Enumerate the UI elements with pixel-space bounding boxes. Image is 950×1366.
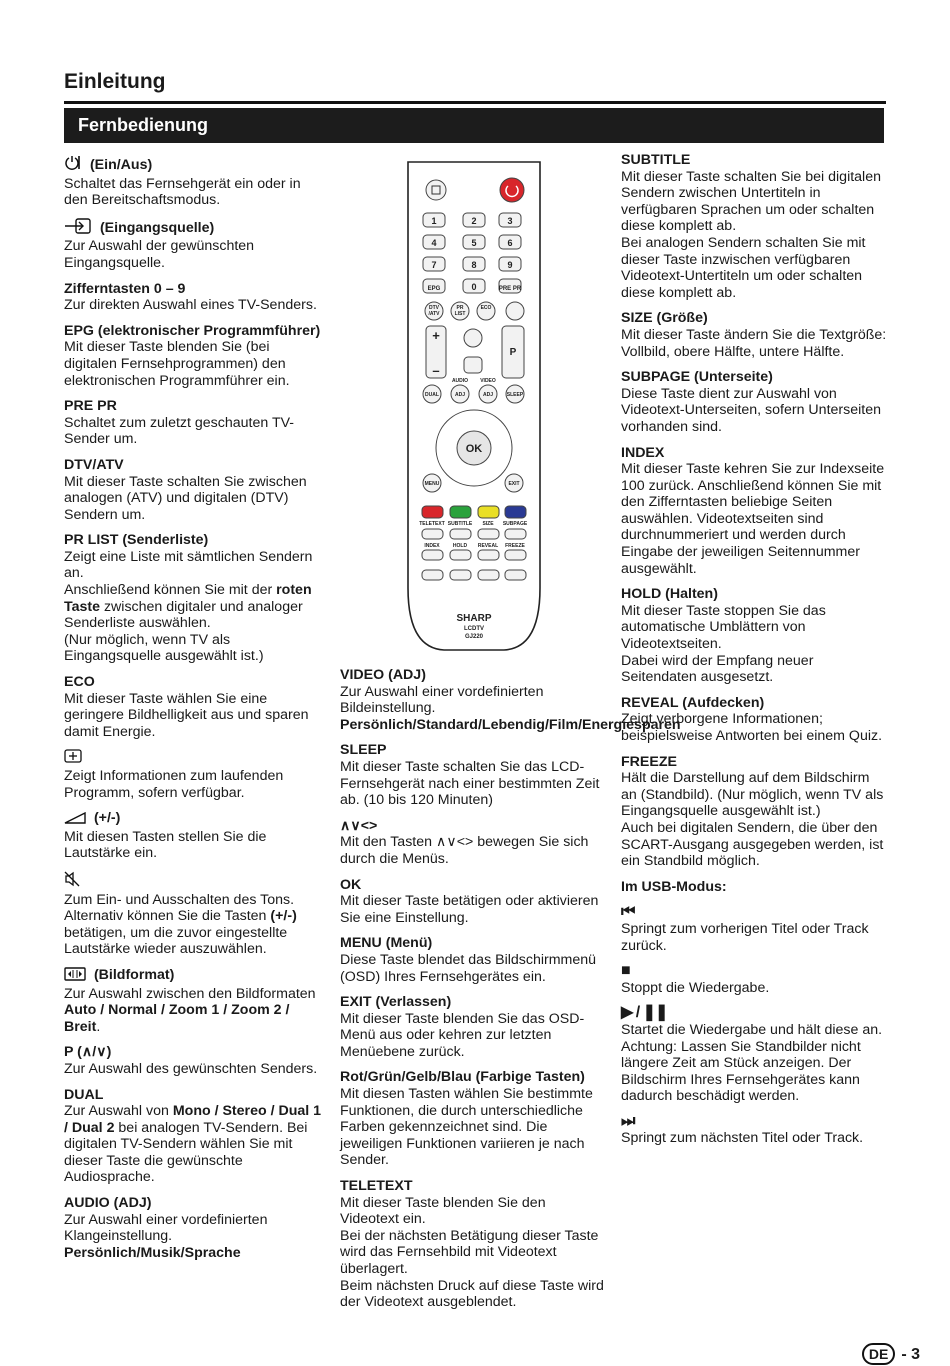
color-key (450, 506, 471, 518)
entry (64, 398, 326, 448)
digit-key-label: 6 (507, 238, 513, 248)
entry-title (340, 667, 608, 684)
volume-plus-label: + (432, 328, 440, 343)
entry-description: Mit diesen Tasten stellen Sie die Lautstärke ein. (64, 828, 267, 862)
entry-description (340, 683, 681, 734)
entry (340, 818, 608, 868)
entry-description: Mit dieser Taste schalten Sie bei digitalen Sendern zwischen Untertiteln in verfügbaren Sprachen um oder schalten diese komplett ab. Bei analogen Sendern schalten Sie mit dieser Taste inzwischen verfügbaren Videotext-Untertiteln um oder schalten diese komplett ab. (621, 168, 881, 301)
round-key-label: ECO (480, 305, 492, 311)
description-part: Mono / Stereo / Dual 1 / Dual 2 (64, 1103, 322, 1136)
entry (621, 586, 887, 686)
entry-description: Hält die Darstellung auf dem Bildschirm an (Standbild). (Nur möglich, wenn TV als Eingangsquelle ausgewählt ist.) Auch bei digitalen Sendern, die über den SCART-Ausgang ausgegeben werden, ist ein Standbild möglich. (621, 770, 884, 870)
entry-description: Mit dieser Taste blenden Sie (bei digitalen Fernsehprogrammen) den elektronischen Programmführer ein. (64, 339, 290, 389)
channel-label: P (509, 347, 517, 358)
entry (64, 457, 326, 523)
entry (64, 674, 326, 740)
banner-title: Fernbedienung (64, 108, 884, 143)
description-part: bei analogen TV-Sendern. Bei digitalen TV-Sendern wählen Sie mit dieser Taste die gewünschte Audiosprache. (64, 1119, 308, 1186)
entry-title (621, 879, 887, 896)
digit-key-label: 8 (471, 260, 477, 270)
entry-description (64, 549, 326, 665)
entry-description (64, 1212, 326, 1262)
entry (64, 749, 326, 801)
aspect-icon (64, 967, 86, 986)
power-icon (64, 155, 82, 176)
entry-description: Schaltet das Fernsehgerät ein oder in den Bereitschaftsmodus. (64, 175, 301, 209)
input-icon (64, 218, 92, 239)
entry-title (340, 818, 608, 835)
power-key (500, 178, 524, 202)
entry-title-text: (Ein/Aus) (86, 157, 153, 173)
entry-description: Zeigt Informationen zum laufenden Programm, sofern verfügbar. (64, 768, 284, 801)
description-part: Persönlich/Standard/Lebendig/Film/Energiesparen (340, 716, 681, 733)
mute-icon (64, 871, 80, 892)
function-key-label: EPG (427, 286, 441, 292)
entry-description: Zur direkten Auswahl eines TV-Senders. (64, 297, 317, 314)
entry-title (621, 445, 887, 462)
entry-title (340, 994, 608, 1011)
entry (64, 871, 326, 958)
digit-key-label: 7 (431, 260, 437, 270)
entry-description: Diese Taste dient zur Auswahl von Videotext-Unterseiten, sofern Unterseiten vorhanden sind. (621, 385, 881, 435)
brand-logo: SHARP (456, 613, 492, 624)
description-part: . (96, 1018, 101, 1035)
entry-description: Springt zum vorherigen Titel oder Track zurück. (621, 920, 869, 954)
input-key (426, 180, 446, 200)
teletext-key (505, 529, 526, 539)
entry (64, 1195, 326, 1261)
language-badge: DE (862, 1343, 895, 1365)
usb-key (450, 570, 471, 580)
remote-control-illustration (404, 158, 544, 656)
description-part: Zur Auswahl einer vordefinierten Klangeinstellung. (64, 1211, 268, 1245)
entry-title-text: Im USB-Modus: (621, 878, 727, 895)
round-key-label: DTV (429, 305, 439, 311)
entry-title-text: Rot/Grün/Gelb/Blau (Farbige Tasten) (340, 1069, 585, 1086)
entry-title (64, 281, 326, 298)
description-part: (+/-) (270, 908, 297, 925)
entry-description: Mit den Tasten ∧∨<> bewegen Sie sich durch die Menüs. (340, 834, 589, 867)
entry-title-text: REVEAL (Aufdecken) (621, 694, 765, 711)
entry-title-text: (+/-) (90, 810, 121, 827)
entry-title (64, 155, 326, 176)
entry-description (64, 892, 326, 958)
entry-title (64, 871, 326, 892)
teletext-key (505, 550, 526, 560)
entry-title-text: SIZE (Größe) (621, 310, 708, 327)
page-footer (862, 1343, 920, 1365)
entry-description: Schaltet zum zuletzt geschauten TV-Sender um. (64, 414, 295, 448)
entry (340, 1069, 608, 1169)
entry-title-text: VIDEO (ADJ) (340, 667, 426, 683)
entry (64, 532, 326, 665)
description-part: Zur Auswahl von (64, 1103, 173, 1120)
teletext-label: INDEX (424, 543, 440, 549)
entry-description: Startet die Wiedergabe und hält diese an. Achtung: Lassen Sie Standbilder nicht längere Zeit am Stück anzeigen. Der Bildschirm Ihres Fernsehgerätes kann dadurch beschädigt werden. (621, 1021, 883, 1105)
info-icon (64, 749, 82, 768)
entry-title-text: (Eingangsquelle) (96, 219, 215, 236)
function-key-label: 0 (471, 282, 477, 292)
entry (621, 879, 887, 896)
entry-title (64, 532, 326, 549)
digit-key-label: 1 (431, 216, 437, 226)
entry-title (340, 1178, 608, 1195)
teletext-label: SUBTITLE (447, 521, 473, 527)
entry (621, 963, 887, 996)
entry-title-text: SUBPAGE (Unterseite) (621, 369, 773, 386)
digit-key-label: 9 (507, 260, 513, 270)
entry-title-text: (Bildformat) (90, 966, 175, 983)
teletext-key (478, 550, 499, 560)
entry (64, 218, 326, 272)
entry (621, 1114, 887, 1147)
entry-description: Mit dieser Taste ändern Sie die Textgröße: Vollbild, obere Hälfte, untere Hälfte. (621, 326, 887, 360)
ok-key-label: OK (465, 443, 483, 455)
digit-key-label: 2 (471, 216, 477, 226)
round-key-label: PR (456, 305, 464, 311)
entry-title (64, 967, 326, 986)
entry-description: Zur Auswahl des gewünschten Senders. (64, 1060, 318, 1077)
entry-title (64, 323, 326, 340)
entry-title-text: EPG (elektronischer Programmführer) (64, 322, 321, 339)
page-number: - 3 (901, 1346, 920, 1363)
entry-title-text: ECO (64, 674, 95, 691)
entry-title-text: SUBTITLE (621, 152, 691, 168)
function-key-label: PRE PR (498, 286, 522, 292)
color-key (422, 506, 443, 518)
entry (340, 742, 608, 808)
entry (340, 667, 681, 733)
entry-description: Stoppt die Wiedergabe. (621, 979, 770, 996)
entry-description: Mit dieser Taste blenden Sie das OSD-Menü aus oder kehren zur letzten Menüebene zurück. (340, 1010, 585, 1060)
entry-title (621, 963, 887, 980)
entry-title (64, 1044, 326, 1061)
entry-description: Mit dieser Taste blenden Sie den Videotext ein. Bei der nächsten Betätigung dieser Taste wird das Fernsehbild mit Videotext überlagert. Beim nächsten Druck auf diese Taste wird der Videotext ausgeblendet. (340, 1194, 604, 1311)
entry-title-text: PRE PR (64, 398, 117, 415)
usb-symbol: ⏮ (621, 903, 635, 921)
entry-title (621, 152, 887, 169)
entry-title (64, 218, 326, 239)
entry-title (64, 810, 326, 829)
description-part: Zeigt eine Liste mit sämtlichen Sendern an. Anschließend können Sie mit der (64, 548, 313, 599)
teletext-key (422, 529, 443, 539)
column-right (621, 152, 887, 1156)
entry (64, 1044, 326, 1077)
entry (621, 152, 887, 301)
usb-symbol: ⏭ (621, 1112, 635, 1130)
round-key-label: /ATV (428, 311, 440, 317)
usb-symbol: ■ (621, 962, 630, 980)
entry-title (64, 1087, 326, 1104)
description-part: zwischen digitaler und analoger Senderliste auswählen. (Nur möglich, wenn TV als Eingangsquelle ausgewählt ist.) (64, 598, 303, 665)
entry-title-text: DUAL (64, 1086, 104, 1103)
entry-title (340, 935, 608, 952)
teletext-key (422, 550, 443, 560)
entry-title-text: ∧∨<> (340, 817, 378, 834)
adj-key-label: ADJ (482, 392, 494, 398)
entry-title-text: EXIT (Verlassen) (340, 994, 452, 1011)
adj-key-label: DUAL (425, 392, 439, 398)
entry-description: Springt zum nächsten Titel oder Track. (621, 1130, 864, 1147)
entry-description: Zur Auswahl der gewünschten Eingangsquelle. (64, 238, 255, 271)
entry (621, 754, 887, 870)
title-rule (64, 101, 886, 104)
description-part: betätigen, um die zuvor eingestellte Lautstärke wieder auszuwählen. (64, 924, 288, 958)
entry (64, 155, 326, 209)
entry-description: Mit dieser Taste wählen Sie eine geringere Bildhelligkeit aus und sparen damit Energie. (64, 690, 309, 740)
teletext-key (478, 529, 499, 539)
entry (621, 445, 887, 578)
entry-title-text: SLEEP (340, 742, 387, 759)
entry-title-text: TELETEXT (340, 1178, 413, 1195)
entry-title-text: PR LIST (Senderliste) (64, 532, 209, 549)
entry (64, 323, 326, 389)
menu-key-label: MENU (424, 481, 440, 487)
video-label: VIDEO (480, 378, 496, 384)
entry (340, 1178, 608, 1311)
entry-title (340, 742, 608, 759)
entry-title (340, 1069, 608, 1086)
column-left (64, 155, 326, 1270)
entry (64, 967, 326, 1035)
entry-description: Zeigt verborgene Informationen; beispielsweise Antworten bei einem Quiz. (621, 711, 883, 744)
entry-title-text: Zifferntasten 0 – 9 (64, 280, 186, 297)
entry-title-text: AUDIO (ADJ) (64, 1195, 152, 1212)
entry (621, 695, 887, 745)
entry-description: Mit dieser Taste schalten Sie zwischen analogen (ATV) und digitalen (DTV) Sendern um. (64, 473, 307, 523)
usb-symbol: ▶ / ❚❚ (621, 1004, 668, 1022)
entry-title (64, 398, 326, 415)
entry-title-text: DTV/ATV (64, 456, 124, 473)
teletext-label: REVEAL (477, 543, 499, 549)
teletext-key (450, 529, 471, 539)
round-key (506, 302, 524, 320)
teletext-label: TELETEXT (419, 521, 445, 527)
entry-description: Mit dieser Taste stoppen Sie das automatische Umblättern von Videotextseiten. Dabei wird der Empfang neuer Seitendaten ausgesetzt. (621, 602, 826, 686)
teletext-key (450, 550, 471, 560)
usb-key (422, 570, 443, 580)
entry-title-text: HOLD (Halten) (621, 586, 718, 603)
model-label: GJ220 (464, 634, 484, 640)
entry-title-text: FREEZE (621, 753, 677, 770)
entry-description: Mit dieser Taste kehren Sie zur Indexseite 100 zurück. Anschließend können Sie mit den Zifferntasten beliebige Seiten auswählen. Videotextseiten sind durchnummeriert und werden durch Eingabe der jeweiligen Seitennummer ausgewählt. (621, 461, 885, 577)
description-part: Persönlich/Musik/Sprache (64, 1244, 241, 1261)
entry-description: Mit dieser Taste schalten Sie das LCD-Fernsehgerät nach einer bestimmten Zeit ab. (10 bis 120 Minuten) (340, 758, 600, 809)
description-part: Zur Auswahl einer vordefinierten Bildeinstellung. (340, 683, 544, 717)
entry-description: Mit diesen Tasten wählen Sie bestimmte Funktionen, die durch unterschiedliche Farben gekennzeichnet sind. Die jeweiligen Funktionen variieren je nach Sender. (340, 1086, 593, 1169)
volume-icon (64, 812, 86, 829)
section-title: Einleitung (64, 70, 166, 93)
mute-key (464, 329, 482, 347)
entry (621, 369, 887, 435)
aspect-key (464, 357, 482, 373)
entry-title (340, 877, 608, 894)
teletext-label: HOLD (452, 543, 468, 549)
entry (621, 904, 887, 954)
adj-key-label: ADJ (454, 392, 466, 398)
entry-title (64, 674, 326, 691)
color-key (478, 506, 499, 518)
entry (64, 1087, 326, 1187)
entry (621, 310, 887, 360)
digit-key-label: 5 (471, 238, 477, 248)
teletext-label: SIZE (482, 521, 494, 527)
entry (64, 810, 326, 862)
entry-title (621, 369, 887, 386)
color-key (505, 506, 526, 518)
digit-key-label: 4 (431, 238, 437, 248)
model-label: LCDTV (464, 626, 484, 632)
entry-title (64, 457, 326, 474)
entry-title (64, 1195, 326, 1212)
entry-description: Mit dieser Taste betätigen oder aktivieren Sie eine Einstellung. (340, 893, 599, 926)
entry (340, 935, 608, 985)
entry-title (621, 1005, 887, 1022)
entry-title (621, 754, 887, 771)
digit-key-label: 3 (507, 216, 513, 226)
entry-title-text: P (∧/∨) (64, 1044, 112, 1061)
entry-title-text: MENU (Menü) (340, 935, 433, 952)
entry (340, 994, 608, 1060)
usb-key (505, 570, 526, 580)
teletext-label: FREEZE (505, 543, 525, 549)
entry-title (621, 695, 887, 712)
entry-description (64, 1103, 326, 1186)
exit-key-label: EXIT (508, 481, 520, 487)
audio-label: AUDIO (451, 378, 469, 384)
description-part: Zur Auswahl zwischen den Bildformaten (64, 985, 316, 1002)
description-part: Zum Ein- und Ausschalten des Tons. Alternativ können Sie die Tasten (64, 891, 295, 925)
entry-title-text: OK (340, 876, 362, 893)
entry-title (64, 749, 326, 768)
entry-title (621, 904, 887, 921)
entry-description (64, 986, 326, 1036)
entry (340, 877, 608, 927)
round-key-label: LIST (454, 311, 466, 317)
teletext-label: SUBPAGE (502, 521, 528, 527)
adj-key-label: SLEEP (506, 392, 524, 398)
entry-title (621, 310, 887, 327)
entry (64, 281, 326, 314)
volume-minus-label: – (432, 363, 440, 378)
entry-title (621, 1114, 887, 1131)
usb-key (478, 570, 499, 580)
entry-title (621, 586, 887, 603)
entry-title-text: INDEX (621, 444, 665, 461)
description-part: roten Taste (64, 582, 312, 615)
entry (621, 1005, 887, 1105)
description-part: Auto / Normal / Zoom 1 / Zoom 2 / Breit (64, 1002, 290, 1035)
entry-description: Diese Taste blendet das Bildschirmmenü (OSD) Ihres Fernsehgerätes ein. (340, 951, 597, 985)
